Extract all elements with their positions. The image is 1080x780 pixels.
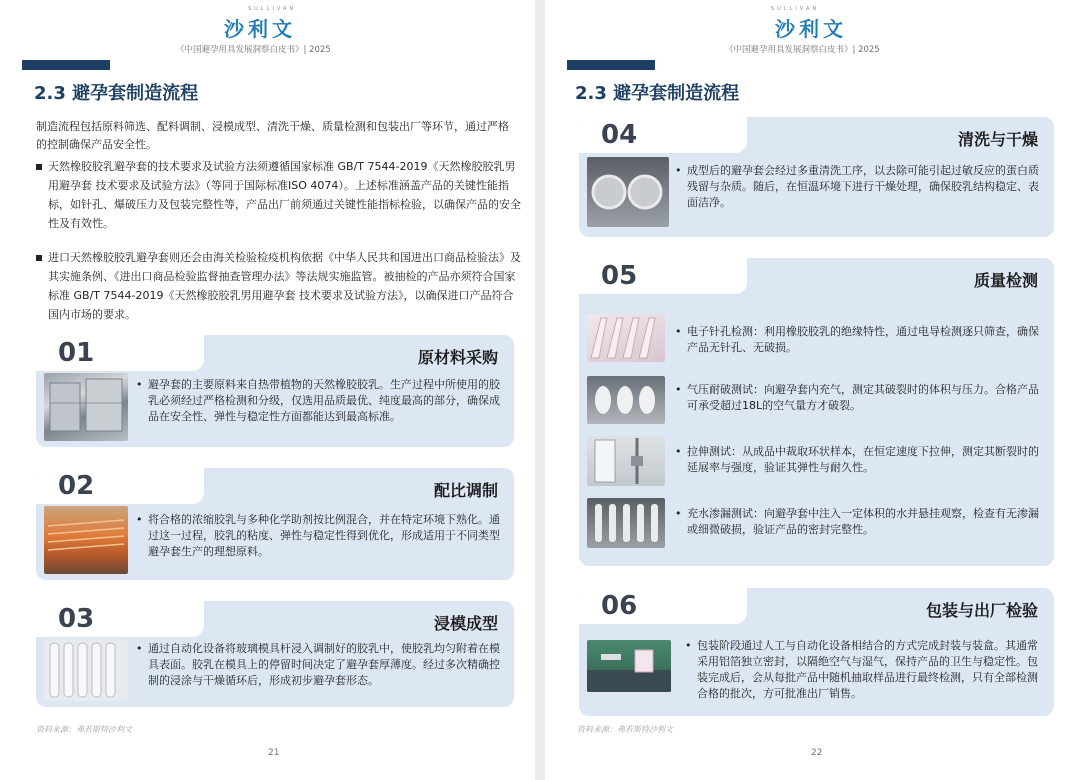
section-title: 2.3 避孕套制造流程	[575, 83, 740, 104]
tensile-test-photo	[587, 436, 665, 486]
step-number: 05	[601, 261, 638, 291]
source-note: 资料来源：弗若斯特沙利文	[36, 725, 132, 734]
step-description: • 将合格的浓缩胶乳与多种化学助剂按比例混合，并在特定环境下熟化。通过这一过程，胶乳的粘度、弹性与稳定性得到优化，形成适用于不同类型避孕套生产的理想原料。	[136, 513, 500, 558]
logo: 沙利文	[775, 17, 847, 41]
test-item: • 电子针孔检测：利用橡胶胶乳的绝缘特性，通过电导检测逐只筛查，确保产品无针孔、无破损。	[675, 325, 1039, 354]
page-right	[545, 0, 1080, 780]
step-number: 04	[601, 120, 638, 150]
report-subtitle: 《中国避孕用具发展洞察白皮书》| 2025	[725, 45, 880, 55]
step-card-02	[36, 468, 514, 580]
step-title: 浸模成型	[433, 614, 498, 633]
card-tab	[579, 258, 747, 294]
bullet-square-icon	[36, 255, 42, 261]
card-tab	[36, 468, 204, 504]
card-tab	[579, 117, 747, 153]
bullet-import	[36, 248, 521, 324]
step-description: • 包装阶段通过人工与自动化设备相结合的方式完成封装与装盒。其通常采用铝箔独立密封，以隔绝空气与湿气，保持产品的卫生与稳定性。包装完成后，会从每批产品中随机抽取样品进行最终检测，只有全部检测合格的批次，方可批准出厂销售。	[685, 639, 1038, 700]
step-number: 03	[58, 604, 95, 634]
bullet-text: 进口天然橡胶胶乳避孕套则还会由海关检验检疫机构依据《中华人民共和国进出口商品检验法》及其实施条例、《进出口商品检验监督抽查管理办法》等法规实施监管。被抽检的产品亦须符合国家标准 GB/T 7544-2019《天然橡胶胶乳男用避孕套 技术要求及试验方法》，以确保进口产品符合国内市场的要求。	[48, 251, 521, 321]
step-title: 包装与出厂检验	[925, 601, 1038, 620]
bullet-text: 天然橡胶胶乳避孕套的技术要求及试验方法须遵循国家标准 GB/T 7544-2019《天然橡胶胶乳男用避孕套 技术要求及试验方法》（等同于国际标准ISO 4074）。上述标准涵盖产品的关键性能指标，如针孔、爆破压力及包装完整性等，产品出厂前须通过关键性能指标检验，以确保产品的安全性及有效性。	[48, 160, 521, 230]
burst-test-photo	[587, 376, 665, 424]
dipping-molds-photo	[44, 639, 128, 701]
step-card-03	[36, 601, 514, 707]
test-item: • 充水渗漏测试：向避孕套中注入一定体积的水并悬挂观察，检查有无渗漏或细微破损，验证产品的密封完整性。	[675, 507, 1039, 536]
latex-tanks-photo	[44, 373, 128, 441]
intro-paragraph: 制造流程包括原料筛选、配料调制、浸模成型、清洗干燥、质量检测和包装出厂等环节，通过严格的控制确保产品安全性。	[36, 120, 509, 151]
section-bar	[22, 60, 110, 70]
step-number: 02	[58, 471, 95, 501]
step-description: • 通过自动化设备将玻璃模具杆浸入调制好的胶乳中，使胶乳均匀附着在模具表面。胶乳在模具上的停留时间决定了避孕套厚薄度。经过多次精确控制的浸涂与干燥循环后，形成初步避孕套形态。	[136, 642, 500, 687]
page-number: 21	[268, 748, 280, 758]
test-item: • 气压耐破测试：向避孕套内充气，测定其破裂时的体积与压力。合格产品可承受超过18L的空气量方才破裂。	[675, 383, 1039, 412]
card-tab	[579, 588, 747, 624]
report-subtitle: 《中国避孕用具发展洞察白皮书》| 2025	[176, 45, 331, 55]
bullet-standard	[36, 157, 521, 233]
step-card-05	[579, 258, 1054, 566]
section-title: 2.3 避孕套制造流程	[34, 83, 199, 104]
page-left	[0, 0, 535, 780]
step-number: 01	[58, 338, 95, 368]
bullet-square-icon	[36, 164, 42, 170]
step-number: 06	[601, 591, 638, 621]
water-leak-test-photo	[587, 498, 665, 548]
step-title: 质量检测	[973, 271, 1038, 290]
washing-machine-photo	[587, 157, 669, 227]
logo: 沙利文	[224, 17, 296, 41]
mixing-machine-photo	[44, 506, 128, 574]
section-bar	[567, 60, 655, 70]
step-card-04	[579, 117, 1054, 237]
step-title: 配比调制	[433, 481, 498, 500]
packaging-line-photo	[587, 640, 671, 692]
step-card-06	[579, 588, 1054, 716]
step-description: • 避孕套的主要原料来自热带植物的天然橡胶胶乳。生产过程中所使用的胶乳必须经过严格检测和分级，仅选用品质最优、纯度最高的部分，确保成品在安全性、弹性与稳定性方面都能达到最高标准。	[136, 378, 500, 423]
step-card-01	[36, 335, 514, 447]
pinhole-test-photo	[587, 314, 665, 362]
logo-tagline: SULLIVAN	[771, 6, 820, 12]
source-note: 资料来源：弗若斯特沙利文	[577, 725, 673, 734]
step-title: 清洗与干燥	[957, 130, 1038, 149]
logo-tagline: SULLIVAN	[248, 6, 297, 12]
card-tab	[36, 601, 204, 637]
step-title: 原材料采购	[417, 348, 498, 367]
card-tab	[36, 335, 204, 371]
test-item: • 拉伸测试：从成品中裁取环状样本，在恒定速度下拉伸，测定其断裂时的延展率与强度，验证其弹性与耐久性。	[675, 445, 1039, 474]
page-number: 22	[811, 748, 823, 758]
step-description: • 成型后的避孕套会经过多重清洗工序，以去除可能引起过敏反应的蛋白质残留与杂质。随后，在恒温环境下进行干燥处理，确保胶乳结构稳定、表面洁净。	[675, 164, 1039, 209]
